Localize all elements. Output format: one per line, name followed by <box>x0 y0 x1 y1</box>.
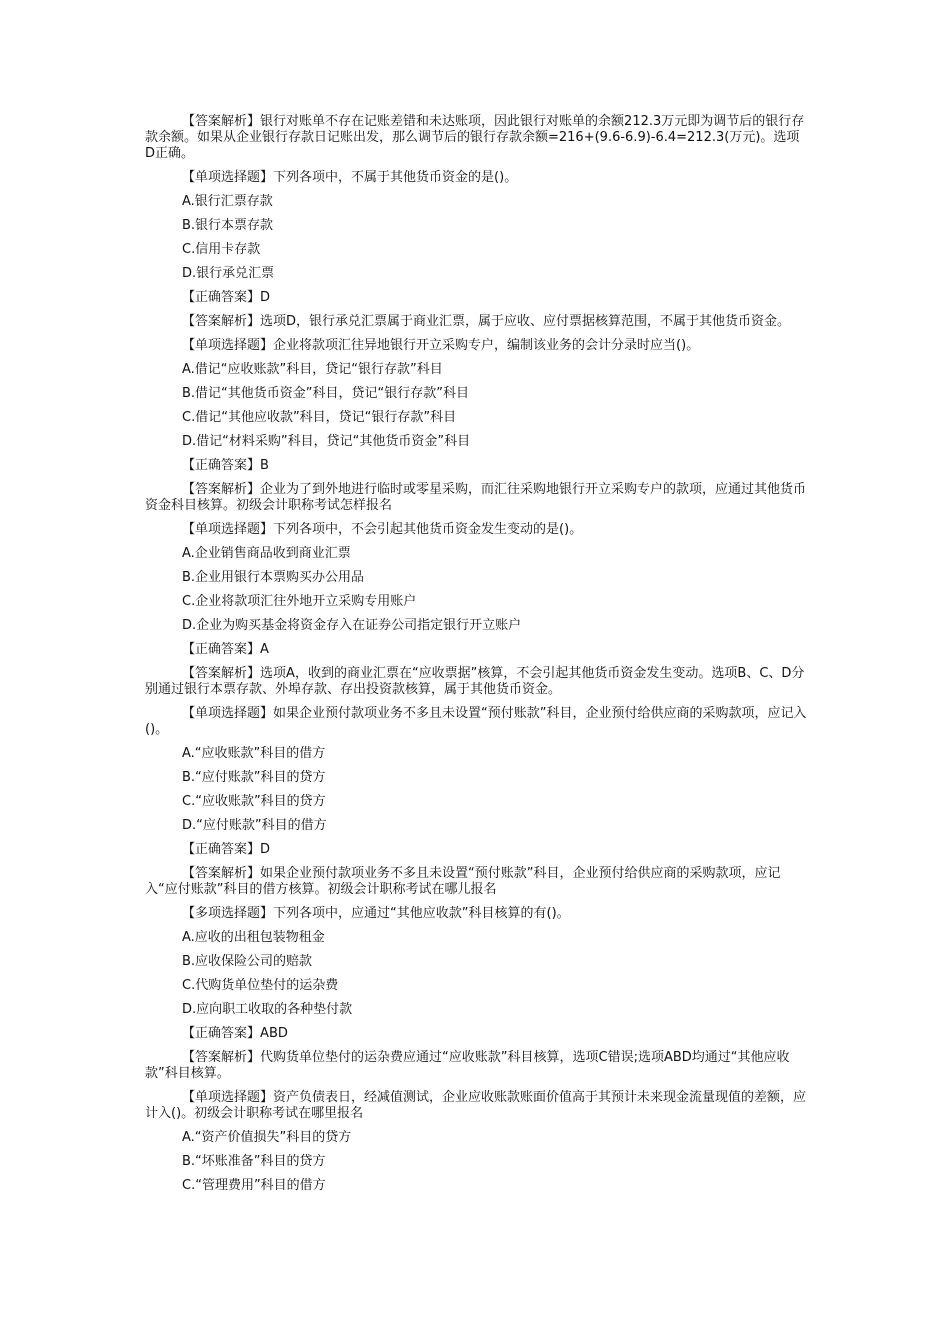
answer-explanation: 【答案解析】如果企业预付款项业务不多且未设置“预付账款”科目，企业预付给供应商的采购款项，应记入“应付账款”科目的借方核算。初级会计职称考试在哪儿报名 <box>145 866 781 897</box>
correct-answer: 【正确答案】A <box>182 642 269 657</box>
option-a: A.借记“应收账款”科目，贷记“银行存款”科目 <box>182 362 443 377</box>
answer-explanation: 【答案解析】银行对账单不存在记账差错和未达账项，因此银行对账单的余额212.3万元即为调节后的银行存款余额。如果从企业银行存款日记账出发，那么调节后的银行存款余额=216+(9.6-6.9)-6.4=212.3(万元)。选项D正确。 <box>145 114 805 161</box>
option-b: B.银行本票存款 <box>182 218 274 233</box>
answer-explanation: 【答案解析】选项D，银行承兑汇票属于商业汇票，属于应收、应付票据核算范围，不属于其他货币资金。 <box>182 314 791 329</box>
option-d: D.“应付账款”科目的借方 <box>182 818 327 833</box>
option-a: A.企业销售商品收到商业汇票 <box>182 546 351 561</box>
option-d: D.银行承兑汇票 <box>182 266 275 281</box>
option-a: A.“资产价值损失”科目的贷方 <box>182 1130 352 1145</box>
option-b: B.“应付账款”科目的贷方 <box>182 770 326 785</box>
option-b: B.“坏账准备”科目的贷方 <box>182 1154 326 1169</box>
answer-explanation: 【答案解析】选项A，收到的商业汇票在“应收票据”核算，不会引起其他货币资金发生变动。选项B、C、D分别通过银行本票存款、外埠存款、存出投资款核算，属于其他货币资金。 <box>145 666 805 697</box>
option-d: D.企业为购买基金将资金存入在证券公司指定银行开立账户 <box>182 618 522 633</box>
question: 【单项选择题】企业将款项汇往异地银行开立采购专户，编制该业务的会计分录时应当()。 <box>182 338 700 353</box>
option-c: C.代购货单位垫付的运杂费 <box>182 978 339 993</box>
correct-answer: 【正确答案】D <box>182 290 271 305</box>
option-b: B.应收保险公司的赔款 <box>182 954 313 969</box>
correct-answer: 【正确答案】ABD <box>182 1026 288 1041</box>
option-c: C.“应收账款”科目的贷方 <box>182 794 326 809</box>
correct-answer: 【正确答案】B <box>182 458 269 473</box>
option-c: C.借记“其他应收款”科目，贷记“银行存款”科目 <box>182 410 457 425</box>
option-d: D.借记“材料采购”科目，贷记“其他货币资金”科目 <box>182 434 471 449</box>
option-c: C.企业将款项汇往外地开立采购专用账户 <box>182 594 417 609</box>
correct-answer: 【正确答案】D <box>182 842 271 857</box>
option-c: C.“管理费用”科目的借方 <box>182 1178 326 1193</box>
option-a: A.“应收账款”科目的借方 <box>182 746 326 761</box>
question: 【单项选择题】资产负债表日，经减值测试，企业应收账款账面价值高于其预计未来现金流量现值的差额，应计入()。初级会计职称考试在哪里报名 <box>145 1090 807 1121</box>
option-d: D.应向职工收取的各种垫付款 <box>182 1002 353 1017</box>
document-page <box>145 114 807 1202</box>
question: 【单项选择题】下列各项中，不会引起其他货币资金发生变动的是()。 <box>182 522 583 537</box>
option-a: A.银行汇票存款 <box>182 194 273 209</box>
question: 【多项选择题】下列各项中，应通过“其他应收款”科目核算的有()。 <box>182 906 570 921</box>
option-b: B.企业用银行本票购买办公用品 <box>182 570 365 585</box>
answer-explanation: 【答案解析】企业为了到外地进行临时或零星采购，而汇往采购地银行开立采购专户的款项，应通过其他货币资金科目核算。初级会计职称考试怎样报名 <box>145 482 807 513</box>
answer-explanation: 【答案解析】代购货单位垫付的运杂费应通过“应收账款”科目核算，选项C错误;选项ABD均通过“其他应收款”科目核算。 <box>145 1050 790 1081</box>
option-c: C.信用卡存款 <box>182 242 261 257</box>
question: 【单项选择题】下列各项中，不属于其他货币资金的是()。 <box>182 170 518 185</box>
option-b: B.借记“其他货币资金”科目，贷记“银行存款”科目 <box>182 386 469 401</box>
option-a: A.应收的出租包装物租金 <box>182 930 325 945</box>
question: 【单项选择题】如果企业预付款项业务不多且未设置“预付账款”科目，企业预付给供应商的采购款项，应记入()。 <box>145 706 807 737</box>
